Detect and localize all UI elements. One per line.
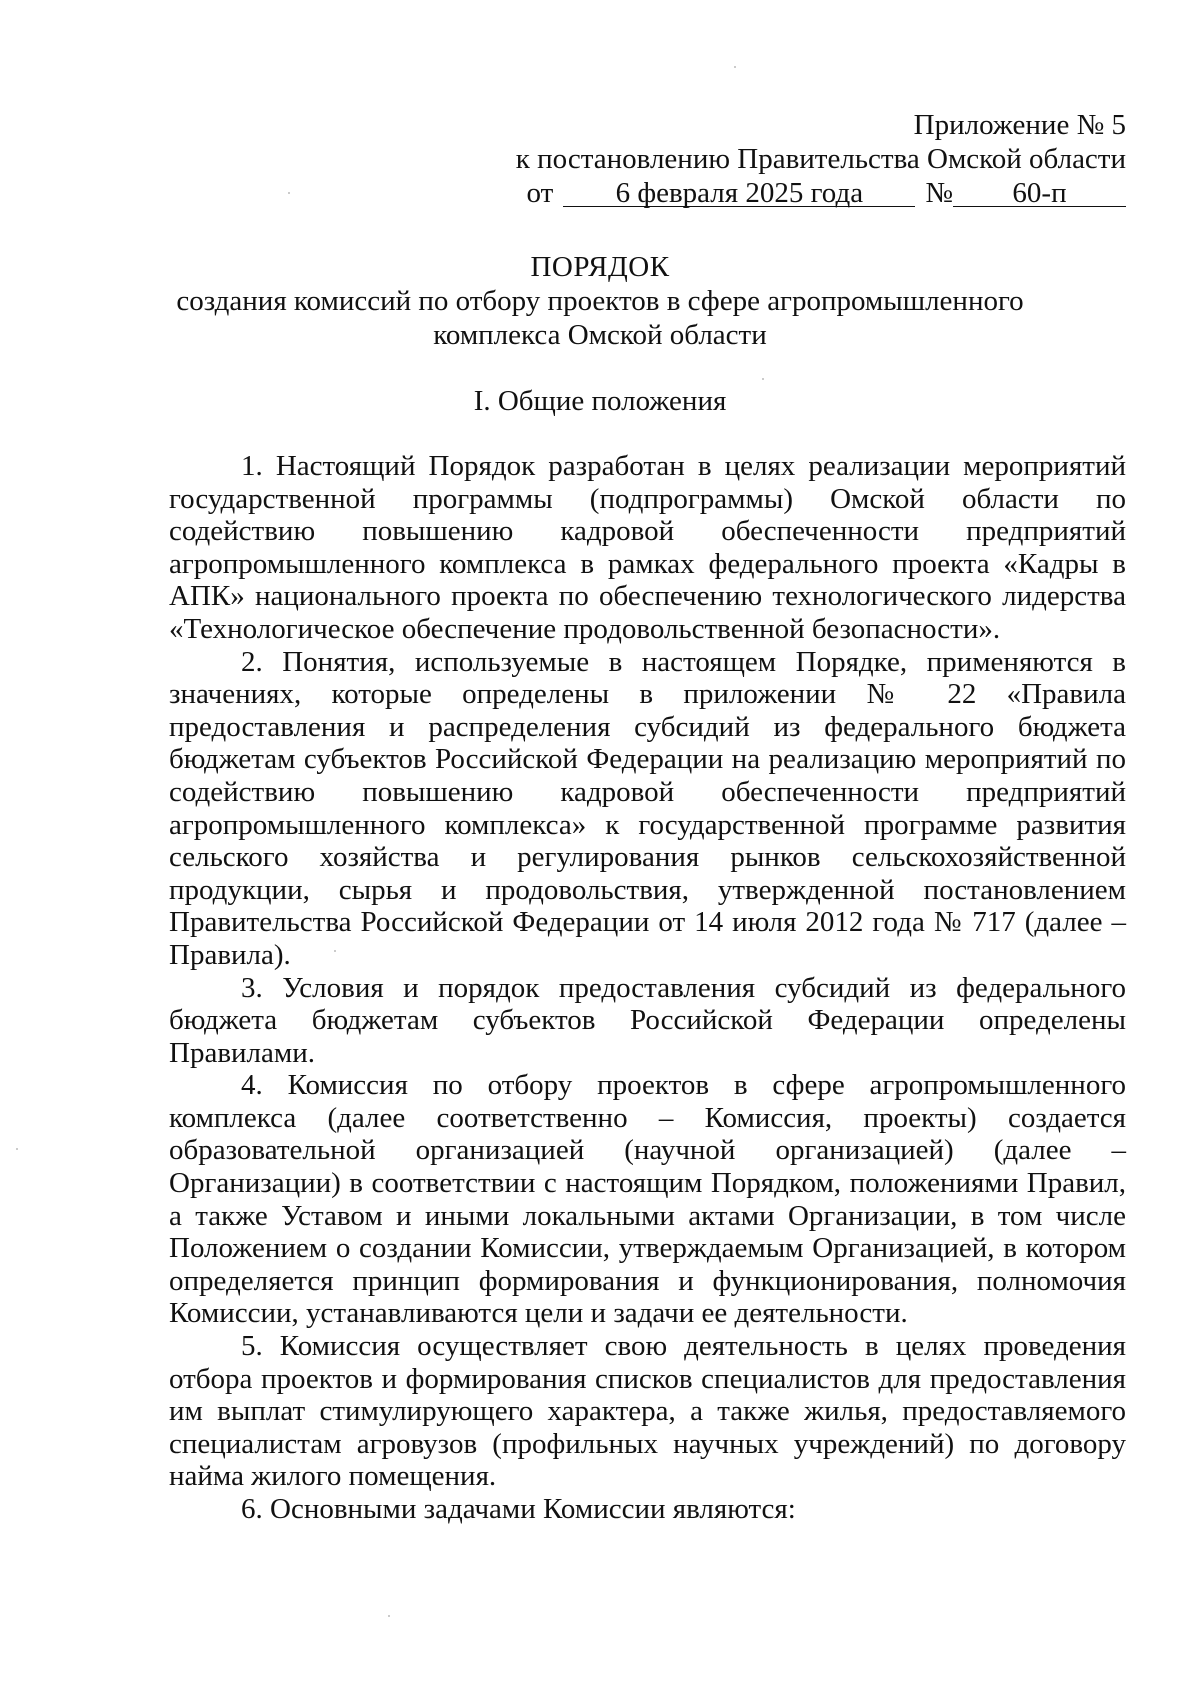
paragraph-5: 5. Комиссия осуществляет свою деятельность в целях проведения отбора проектов и формирования списков специалистов для предоставления им выплат стимулирующего характера, а также жилья, предоставляемого специалистам агровузов (профильных научных учреждений) по договору найма жилого помещения. [169,1330,1126,1493]
annex-resolution-reference: к постановлению Правительства Омской области [515,143,1126,175]
document-title [150,250,1050,352]
scan-speck [762,378,764,380]
scan-speck [388,1615,390,1617]
scan-speck [334,950,336,952]
document-body [169,450,1126,1526]
scan-speck [288,192,290,194]
paragraph-1: 1. Настоящий Порядок разработан в целях реализации мероприятий государственной программы (подпрограммы) Омской области по содействию повышению кадровой обеспеченности предприятий агропромышленного комплекса в рамках федерального проекта «Кадры в АПК» национального проекта по обеспечению технологического лидерства «Технологическое обеспечение продовольственной безопасности». [169,450,1126,645]
scan-speck [16,1148,18,1150]
paragraph-6: 6. Основными задачами Комиссии являются: [241,1493,796,1525]
date-prefix: от [526,177,554,209]
section-heading: I. Общие положения [473,385,727,417]
number-prefix: № [925,177,953,209]
title-main: ПОРЯДОК [530,251,670,283]
annex-date-line [426,176,1126,210]
paragraph-2: 2. Понятия, используемые в настоящем Порядке, применяются в значениях, которые определены в приложении № 22 «Правила предоставления и распределения субсидий из федерального бюджета бюджетам субъектов Российской Федерации на реализацию мероприятий по содействию повышению кадровой обеспеченности предприятий агропромышленного комплекса» к государственной программе развития сельского хозяйства и регулирования рынков сельскохозяйственной продукции, сырья и продовольствия, утвержденной постановлением Правительства Российской Федерации от 14 июля 2012 года № 717 (далее – Правила). [169,645,1126,971]
paragraph-4: 4. Комиссия по отбору проектов в сфере агропромышленного комплекса (далее соответственно – Комиссия, проекты) создается образовательной организацией (научной организацией) (далее – Организации) в соответствии с настоящим Порядком, положениями Правил, а также Уставом и иными локальными актами Организации, в том числе Положением о создании Комиссии, утверждаемым Организацией, в котором определяется принцип формирования и функционирования, полномочия Комиссии, устанавливаются цели и задачи ее деятельности. [169,1069,1126,1330]
annex-header [426,108,1126,210]
scan-speck [734,66,736,68]
title-subtitle: создания комиссий по отбору проектов в сфере агропромышленного комплекса Омской области [176,285,1024,351]
paragraph-3: 3. Условия и порядок предоставления субсидий из федерального бюджета бюджетам субъектов Российской Федерации определены Правилами. [169,971,1126,1069]
annex-number: Приложение № 5 [913,109,1126,141]
date-field: 6 февраля 2025 года [563,180,915,207]
number-field: 60-п [953,180,1126,207]
